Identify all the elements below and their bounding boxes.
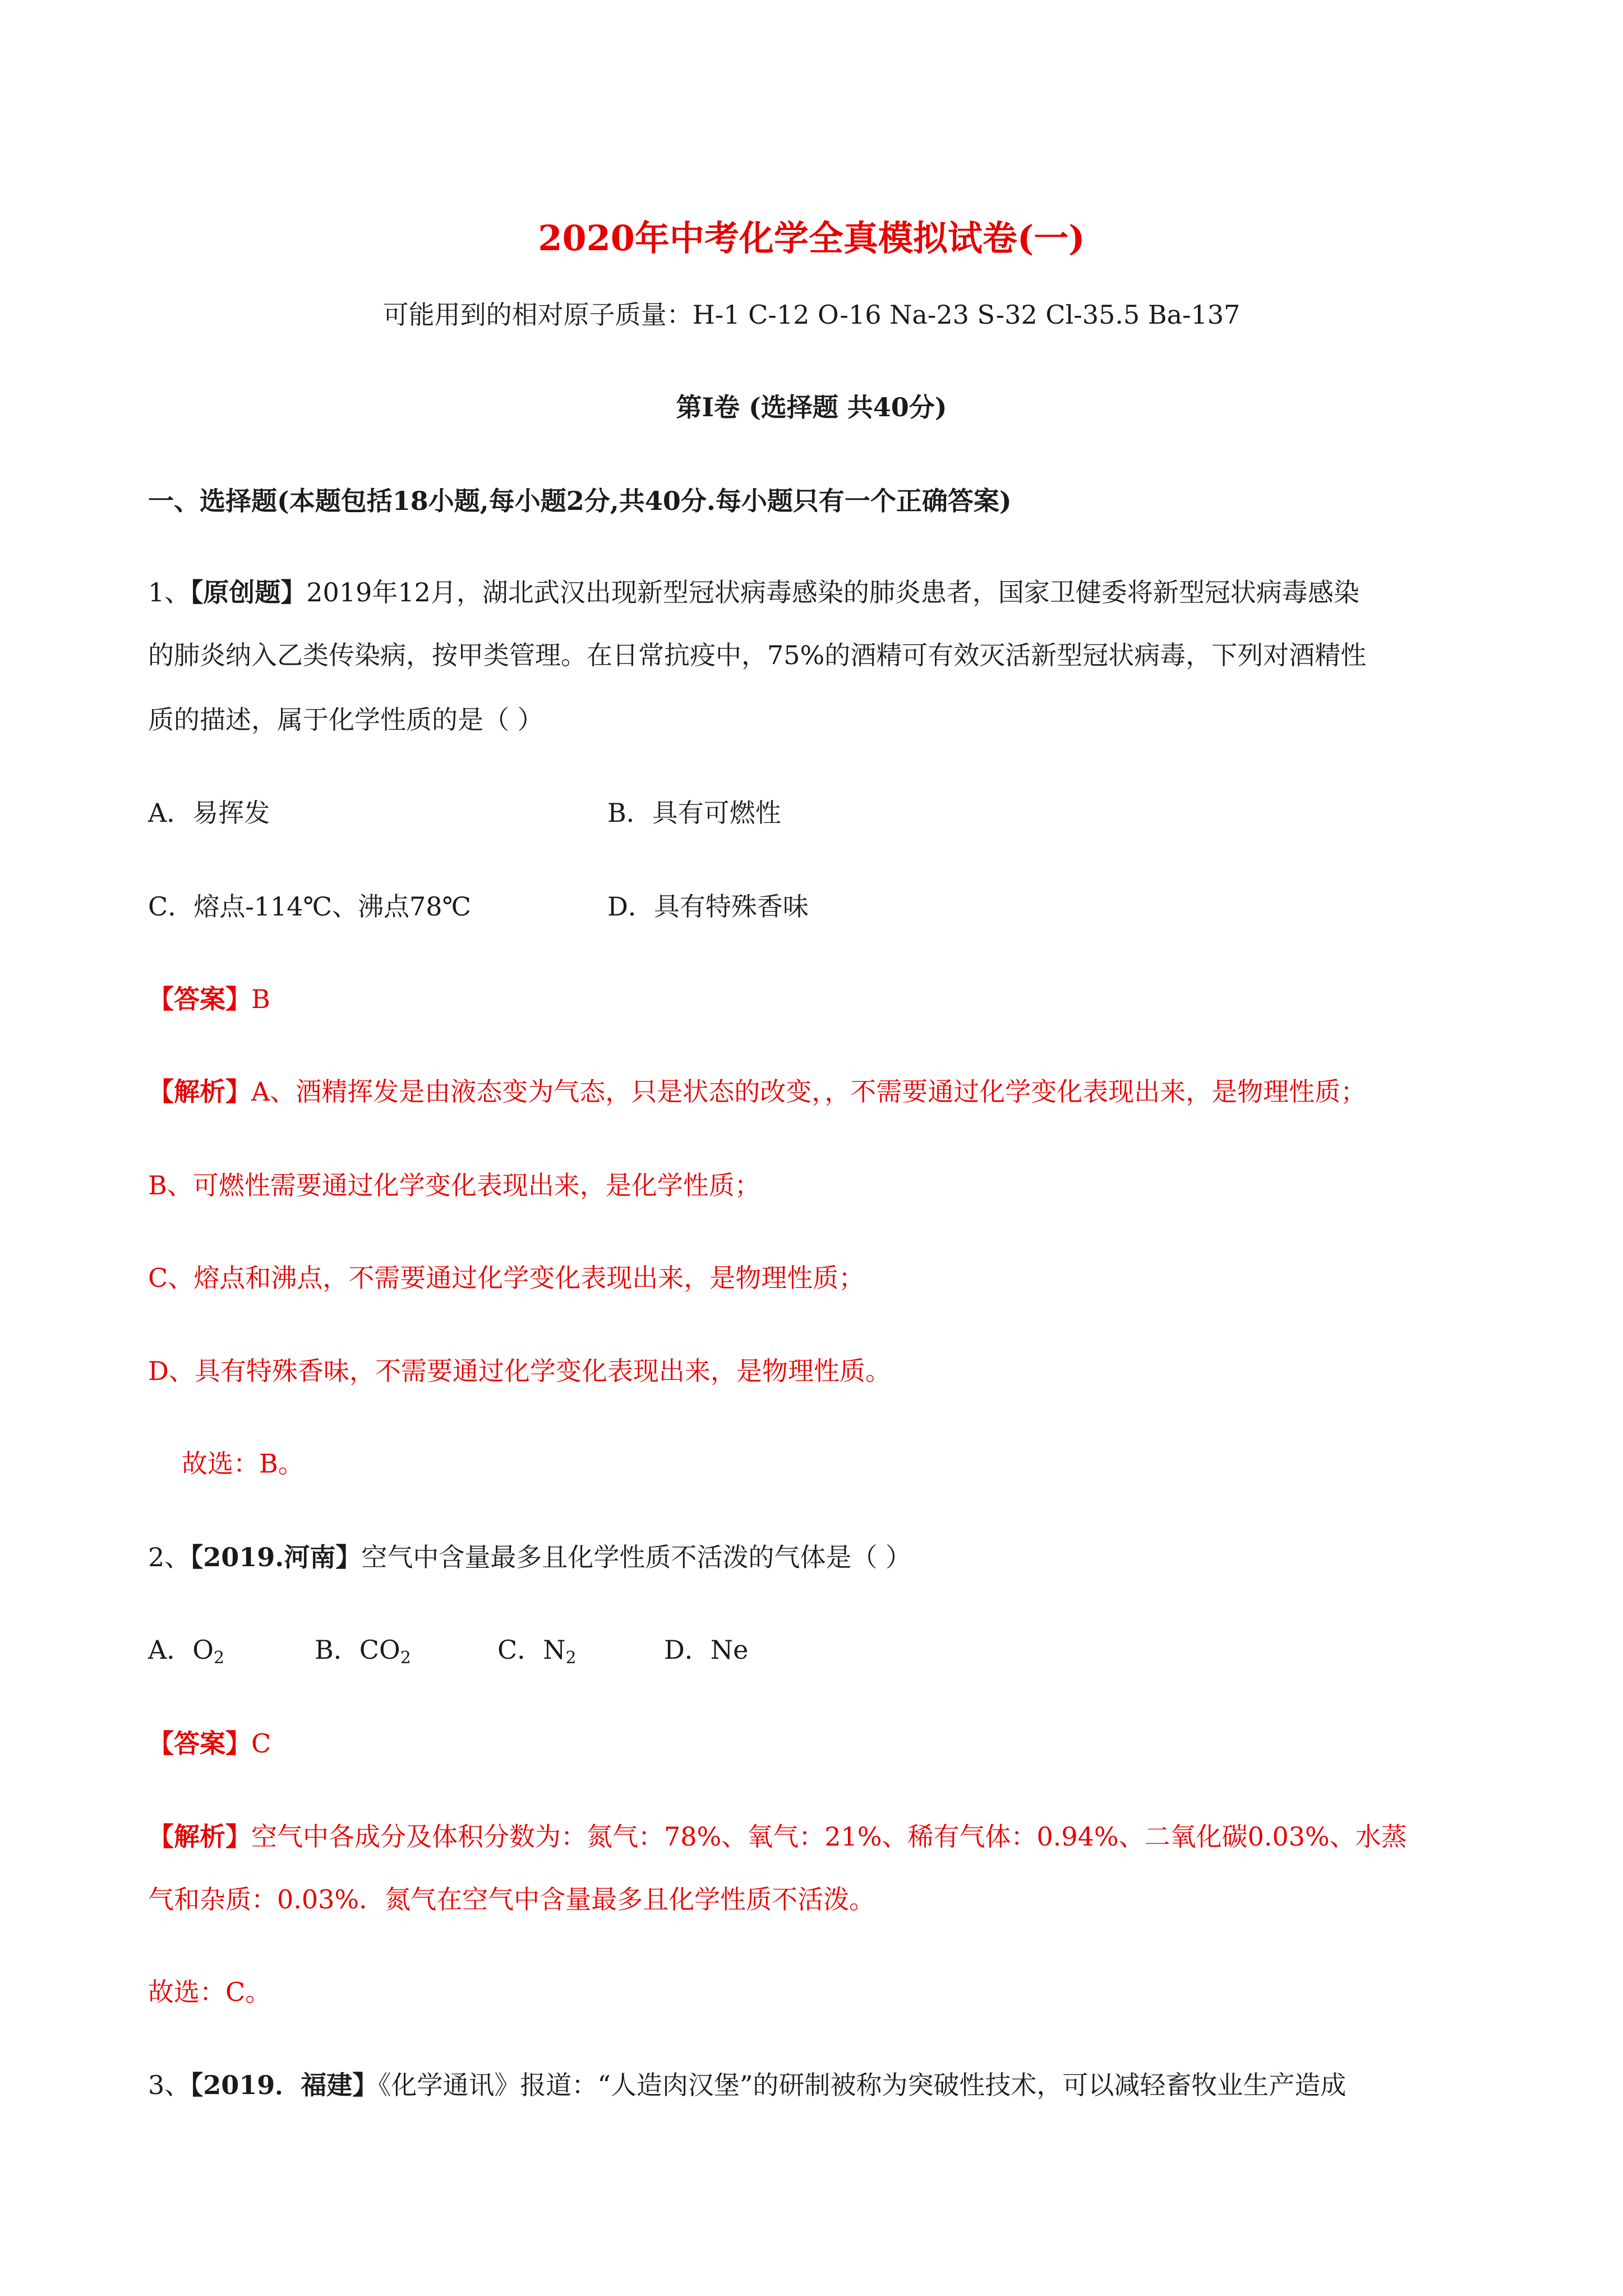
q2-analysis-tag: 【解析】 <box>148 1821 251 1852</box>
q2-answer-value: C <box>251 1728 271 1759</box>
volume-title: 第Ⅰ卷 (选择题 共40分) <box>676 392 947 422</box>
q1-answer-value: B <box>251 984 270 1014</box>
q3-number: 3、 <box>148 2070 191 2100</box>
q3-stem <box>148 2068 1483 2102</box>
q1-answer-tag: 【答案】 <box>148 984 251 1014</box>
section-title: 一、选择题(本题包括18小题,每小题2分,共40分.每小题只有一个正确答案) <box>148 486 1012 516</box>
q2-option-a <box>148 1632 224 1667</box>
q1-option-c: C．熔点-114℃、沸点78℃ <box>148 891 471 922</box>
q1-stem-line2: 的肺炎纳入乙类传染病，按甲类管理。在日常抗疫中，75%的酒精可有效灭活新型冠状病毒，下列对酒精性 <box>148 640 1367 670</box>
q2-tag: 【2019.河南】 <box>190 1542 362 1572</box>
q1-stem-line3: 质的描述，属于化学性质的是（ ） <box>148 705 543 735</box>
q1-number: 1、 <box>148 577 191 608</box>
q2-stem <box>148 1540 1483 1575</box>
exam-title: 2020年中考化学全真模拟试卷(一) <box>538 218 1085 259</box>
q2-answer-tag: 【答案】 <box>148 1728 251 1759</box>
q1-analysis-line3: C、熔点和沸点，不需要通过化学变化表现出来，是物理性质； <box>148 1263 865 1293</box>
q1-option-d: D．具有特殊香味 <box>607 891 809 922</box>
q2-analysis-line2: 气和杂质：0.03%．氮气在空气中含量最多且化学性质不活泼。 <box>148 1884 875 1915</box>
q2-answer <box>148 1726 1483 1761</box>
q1-option-b: B．具有可燃性 <box>607 798 781 828</box>
q2-option-b-text: B．CO <box>315 1635 400 1665</box>
q2-option-c <box>497 1632 577 1667</box>
q2-choose: 故选：C。 <box>148 1977 271 2007</box>
q1-stem-line1 <box>148 575 1483 610</box>
q2-option-b <box>315 1632 411 1667</box>
q2-option-a-sub: 2 <box>213 1648 225 1668</box>
q3-text: 《化学通讯》报道：“人造肉汉堡”的研制被称为突破性技术，可以减轻畜牧业生产造成 <box>378 2070 1347 2100</box>
q1-choose: 故选：B。 <box>182 1448 304 1479</box>
q1-tag: 【原创题】 <box>190 577 307 608</box>
q1-analysis-line4: D、具有特殊香味，不需要通过化学变化表现出来，是物理性质。 <box>148 1356 891 1386</box>
q2-option-c-text: C．N <box>497 1635 566 1665</box>
q1-analysis-tag: 【解析】 <box>148 1076 251 1107</box>
q1-analysis-line2: B、可燃性需要通过化学变化表现出来，是化学性质； <box>148 1170 760 1200</box>
q2-option-c-sub: 2 <box>565 1648 577 1668</box>
atomic-masses: 可能用到的相对原子质量：H-1 C-12 O-16 Na-23 S-32 Cl-35.5 Ba-137 <box>382 300 1241 330</box>
q1-options-row1 <box>148 795 1483 830</box>
q1-analysis-line1 <box>148 1074 1483 1109</box>
q1-text-1: 2019年12月，湖北武汉出现新型冠状病毒感染的肺炎患者，国家卫健委将新型冠状病毒感染 <box>306 577 1359 608</box>
q2-option-a-text: A．O <box>148 1635 214 1665</box>
q2-analysis-text-1: 空气中各成分及体积分数为：氮气：78%、氧气：21%、稀有气体：0.94%、二氧化碳0.03%、水蒸 <box>251 1821 1407 1852</box>
q3-tag: 【2019．福建】 <box>190 2070 379 2100</box>
q2-option-d: D．Ne <box>664 1635 749 1665</box>
q2-analysis-line1 <box>148 1819 1483 1854</box>
q1-option-a: A．易挥发 <box>148 798 270 828</box>
q1-analysis-text-1: A、酒精挥发是由液态变为气态，只是状态的改变，，不需要通过化学变化表现出来，是物理性质； <box>251 1076 1367 1107</box>
q2-option-b-sub: 2 <box>400 1648 411 1668</box>
q2-number: 2、 <box>148 1542 191 1572</box>
q1-answer <box>148 982 1483 1016</box>
q2-text: 空气中含量最多且化学性质不活泼的气体是（ ） <box>361 1542 911 1572</box>
q1-options-row2 <box>148 889 1483 924</box>
